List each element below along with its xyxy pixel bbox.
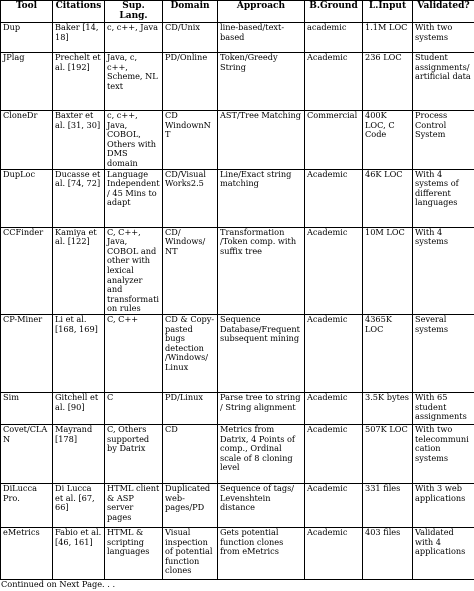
languages-cell: Java, c, c++, Scheme, NL text (105, 53, 163, 111)
table-row (1, 169, 474, 227)
header-row (1, 1, 474, 23)
input-cell: 3.5K bytes (363, 392, 413, 424)
approach-cell: Sequence of tags/ Levenshtein distance (218, 483, 305, 527)
background-cell: Academic (305, 392, 363, 424)
tool-cell: Dup (1, 23, 53, 53)
background-cell: Commercial (305, 111, 363, 170)
continued-note: Continued on Next Page. . . (1, 579, 116, 589)
tool-cell: Covet/CLAN (1, 424, 53, 483)
citations-cell: Fabio et al. [46, 161] (53, 527, 105, 579)
tool-cell: Sim (1, 392, 53, 424)
validated-cell: Several systems (413, 314, 474, 392)
header-cell: Tool (1, 1, 53, 23)
table-row (1, 53, 474, 111)
background-cell: Academic (305, 227, 363, 314)
languages-cell: C, Others supported by Datrix (105, 424, 163, 483)
header-cell: Citations (53, 1, 105, 23)
domain-cell: Visual inspection of potential function clones (163, 527, 218, 579)
tool-cell: CCFinder (1, 227, 53, 314)
tool-cell: eMetrics (1, 527, 53, 579)
validated-cell: Process Control System (413, 111, 474, 170)
domain-cell: PD/Online (163, 53, 218, 111)
approach-cell: Metrics from Datrix, 4 Points of comp., Ordinal scale of 8 cloning level (218, 424, 305, 483)
citations-cell: Baxter et al. [31, 30] (53, 111, 105, 170)
domain-cell: PD/Linux (163, 392, 218, 424)
table-body (1, 23, 474, 580)
table-row (1, 314, 474, 392)
citations-cell: Mayrand [178] (53, 424, 105, 483)
table-row (1, 527, 474, 579)
table-row (1, 23, 474, 53)
validated-cell: With two telecommunication systems (413, 424, 474, 483)
table-row (1, 111, 474, 170)
domain-cell: CD/Unix (163, 23, 218, 53)
input-cell: 403 files (363, 527, 413, 579)
background-cell: Academic (305, 314, 363, 392)
table-row (1, 227, 474, 314)
tool-cell: CP-Miner (1, 314, 53, 392)
approach-cell: Transformation /Token comp. with suffix tree (218, 227, 305, 314)
domain-cell: CD & Copy-pasted bugs detection /Windows/ Linux (163, 314, 218, 392)
background-cell: Academic (305, 53, 363, 111)
table-row (1, 424, 474, 483)
tool-cell: DiLucca Pro. (1, 483, 53, 527)
tool-cell: DupLoc (1, 169, 53, 227)
input-cell: 4365K LOC (363, 314, 413, 392)
languages-cell: c, c++, Java (105, 23, 163, 53)
header-cell: Validated? (413, 1, 474, 23)
languages-cell: HTML & scripting languages (105, 527, 163, 579)
domain-cell: Duplicated web-pages/PD (163, 483, 218, 527)
background-cell: academic (305, 23, 363, 53)
languages-cell: C, C++, Java, COBOL and other with lexical analyzer and transformation rules (105, 227, 163, 314)
header-cell: L.Input (363, 1, 413, 23)
languages-cell: C, C++ (105, 314, 163, 392)
header-cell: Approach (218, 1, 305, 23)
input-cell: 1.1M LOC (363, 23, 413, 53)
input-cell: 46K LOC (363, 169, 413, 227)
approach-cell: AST/Tree Matching (218, 111, 305, 170)
input-cell: 331 files (363, 483, 413, 527)
domain-cell: CD/Visual Works2.5 (163, 169, 218, 227)
tool-cell: JPlag (1, 53, 53, 111)
validated-cell: With 4 systems (413, 227, 474, 314)
citations-cell: Li et al. [168, 169] (53, 314, 105, 392)
background-cell: Academic (305, 483, 363, 527)
validated-cell: Validated with 4 applications (413, 527, 474, 579)
citations-cell: Baker [14, 18] (53, 23, 105, 53)
citations-cell: Kamiya et al. [122] (53, 227, 105, 314)
validated-cell: With 3 web applications (413, 483, 474, 527)
approach-cell: Gets potential function clones from eMetrics (218, 527, 305, 579)
validated-cell: With 65 student assignments (413, 392, 474, 424)
approach-cell: Line/Exact string matching (218, 169, 305, 227)
citations-cell: Gitchell et al. [90] (53, 392, 105, 424)
tool-cell: CloneDr (1, 111, 53, 170)
languages-cell: HTML client & ASP server pages (105, 483, 163, 527)
input-cell: 507K LOC (363, 424, 413, 483)
languages-cell: Language Independent/ 45 Mins to adapt (105, 169, 163, 227)
approach-cell: Token/Greedy String (218, 53, 305, 111)
background-cell: Academic (305, 527, 363, 579)
validated-cell: Student assignments/artificial data (413, 53, 474, 111)
citations-cell: Di Lucca et al. [67, 66] (53, 483, 105, 527)
table-row (1, 392, 474, 424)
languages-cell: c, c++, Java, COBOL, Others with DMS domain (105, 111, 163, 170)
citations-cell: Ducasse et al. [74, 72] (53, 169, 105, 227)
background-cell: Academic (305, 169, 363, 227)
approach-cell: Parse tree to string / String alignment (218, 392, 305, 424)
input-cell: 236 LOC (363, 53, 413, 111)
citations-cell: Prechelt et al. [192] (53, 53, 105, 111)
input-cell: 400K LOC, C Code (363, 111, 413, 170)
header-cell: Sup. Lang. (105, 1, 163, 23)
validated-cell: With two systems (413, 23, 474, 53)
approach-cell: line-based/text-based (218, 23, 305, 53)
input-cell: 10M LOC (363, 227, 413, 314)
header-cell: B.Ground (305, 1, 363, 23)
domain-cell: CD (163, 424, 218, 483)
header-cell: Domain (163, 1, 218, 23)
validated-cell: With 4 systems of different languages (413, 169, 474, 227)
background-cell: Academic (305, 424, 363, 483)
table-row (1, 483, 474, 527)
approach-cell: Sequence Database/Frequent subsequent mining (218, 314, 305, 392)
domain-cell: CD WindownNT (163, 111, 218, 170)
domain-cell: CD/ Windows/ NT (163, 227, 218, 314)
languages-cell: C (105, 392, 163, 424)
